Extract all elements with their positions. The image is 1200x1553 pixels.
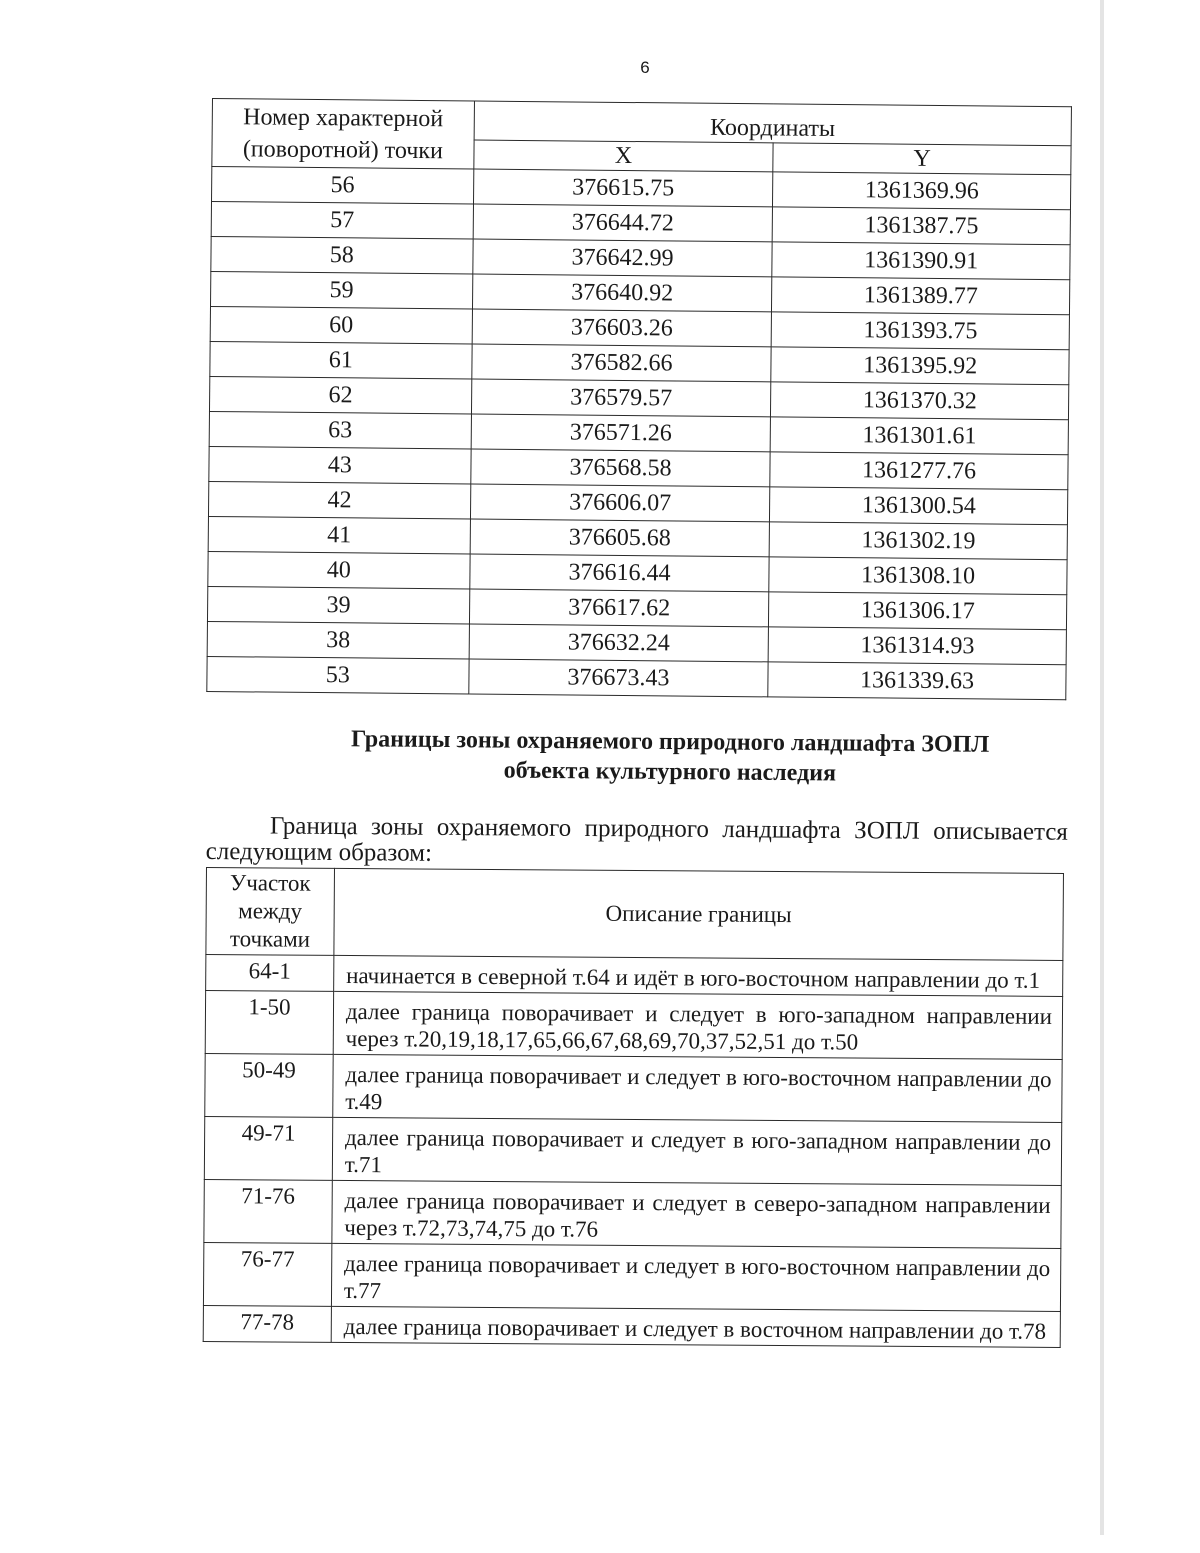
cell-y: 1361387.75	[773, 207, 1071, 245]
cell-description: далее граница поворачивает и следует в юго-западном направлении до т.71	[332, 1117, 1062, 1185]
cell-point: 43	[209, 446, 471, 484]
cell-y: 1361300.54	[770, 487, 1068, 525]
cell-segment: 76-77	[203, 1242, 331, 1306]
boundary-table-body	[203, 955, 1063, 1348]
cell-x: 376642.99	[473, 239, 773, 277]
cell-point: 41	[208, 516, 470, 554]
coordinates-table	[206, 98, 1072, 700]
cell-description: далее граница поворачивает и следует в восточном направлении до т.78	[331, 1306, 1060, 1347]
cell-x: 376640.92	[472, 274, 772, 312]
cell-x: 376568.58	[471, 449, 771, 487]
cell-point: 38	[207, 621, 469, 659]
cell-x: 376603.26	[472, 309, 772, 347]
scan-edge-line	[1100, 0, 1104, 1535]
header-x: X	[474, 140, 774, 172]
table-row	[205, 991, 1062, 1060]
cell-segment: 1-50	[205, 991, 333, 1055]
table-row	[204, 1116, 1061, 1185]
cell-y: 1361369.96	[773, 172, 1071, 210]
cell-y: 1361395.92	[771, 347, 1069, 385]
cell-y: 1361308.10	[769, 557, 1067, 595]
table-row	[203, 1242, 1060, 1311]
table-row	[205, 1053, 1062, 1122]
section-heading-line-2: объекта культурного наследия	[503, 757, 837, 787]
cell-y: 1361339.63	[768, 662, 1066, 700]
cell-point: 40	[208, 551, 470, 589]
cell-segment: 50-49	[205, 1053, 333, 1117]
cell-description: далее граница поворачивает и следует в юго-восточном направлении до т.77	[331, 1243, 1061, 1311]
header-y: Y	[773, 143, 1071, 175]
cell-segment: 77-78	[203, 1305, 331, 1342]
cell-x: 376579.57	[471, 379, 771, 417]
header-description: Описание границы	[334, 868, 1064, 960]
cell-description: далее граница поворачивает и следует в юго-восточном направлении до т.49	[333, 1054, 1063, 1122]
cell-y: 1361302.19	[769, 522, 1067, 560]
cell-y: 1361390.91	[772, 242, 1070, 280]
cell-segment: 49-71	[204, 1116, 332, 1180]
cell-point: 53	[207, 656, 469, 694]
cell-x: 376605.68	[470, 519, 770, 557]
cell-x: 376644.72	[473, 204, 773, 242]
cell-y: 1361370.32	[771, 382, 1069, 420]
cell-x: 376606.07	[470, 484, 770, 522]
page-number: 6	[640, 58, 650, 77]
cell-y: 1361314.93	[768, 627, 1066, 665]
boundary-description-table	[203, 867, 1064, 1348]
cell-x: 376617.62	[469, 589, 769, 627]
coordinates-table-body	[207, 167, 1071, 700]
table-row	[206, 955, 1063, 997]
cell-segment: 64-1	[206, 955, 334, 992]
section-heading-line-1: Границы зоны охраняемого природного ландшафта ЗОПЛ	[350, 726, 990, 758]
header-segment: Участок между точками	[206, 868, 334, 956]
cell-point: 63	[209, 411, 471, 449]
cell-y: 1361306.17	[769, 592, 1067, 630]
cell-y: 1361277.76	[770, 452, 1068, 490]
table-row	[203, 1305, 1060, 1347]
cell-x: 376582.66	[472, 344, 772, 382]
table-row	[207, 656, 1066, 699]
cell-point: 62	[209, 376, 471, 414]
cell-segment: 71-76	[204, 1179, 332, 1243]
cell-x: 376632.24	[469, 624, 769, 662]
cell-description: начинается в северной т.64 и идёт в юго-восточном направлении до т.1	[334, 955, 1063, 996]
cell-x: 376616.44	[470, 554, 770, 592]
cell-y: 1361389.77	[772, 277, 1070, 315]
cell-point: 57	[211, 202, 473, 240]
cell-point: 42	[208, 481, 470, 519]
cell-point: 61	[210, 341, 472, 379]
cell-x: 376571.26	[471, 414, 771, 452]
cell-description: далее граница поворачивает и следует в северо-западном направлении через т.72,73,74,75 до т.76	[332, 1180, 1062, 1248]
section-heading	[280, 724, 1060, 791]
cell-description: далее граница поворачивает и следует в юго-западном направлении через т.20,19,18,17,65,66,67,68,69,70,37,52,51 до т.50	[333, 991, 1063, 1059]
cell-point: 60	[210, 306, 472, 344]
cell-y: 1361393.75	[771, 312, 1069, 350]
cell-point: 39	[207, 586, 469, 624]
cell-x: 376615.75	[473, 169, 773, 207]
cell-point: 56	[212, 167, 474, 205]
cell-y: 1361301.61	[770, 417, 1068, 455]
cell-point: 59	[210, 271, 472, 309]
table-row	[204, 1179, 1061, 1248]
header-coordinates: Координаты	[474, 101, 1072, 146]
cell-point: 58	[211, 236, 473, 274]
header-point-number: Номер характерной (поворотной) точки	[212, 99, 474, 170]
cell-x: 376673.43	[469, 659, 769, 697]
intro-paragraph: Граница зоны охраняемого природного ландшафта ЗОПЛ описывается следующим образом:	[205, 812, 1068, 867]
